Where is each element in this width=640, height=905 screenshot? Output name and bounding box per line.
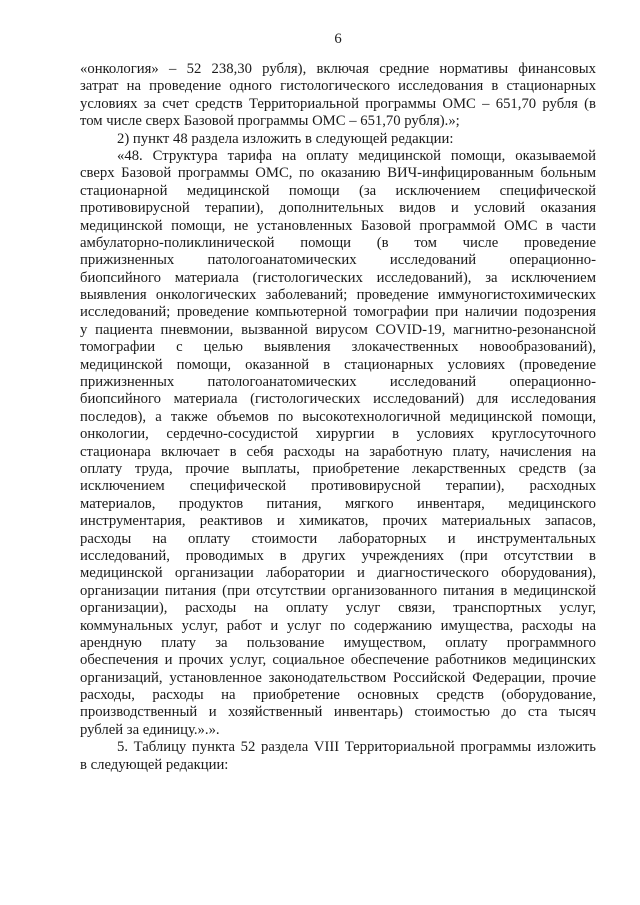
text-line: обеспечения и прочих услуг, социальное обеспечение работников медицинских — [80, 652, 596, 669]
text-line: расходы на оплату стоимости лабораторных и инструментальных — [80, 530, 596, 547]
text-line: стационарной медицинской помощи (за исключением специфической — [80, 182, 596, 199]
text-line: выявления онкологических заболеваний; проведение иммуногистохимических — [80, 287, 596, 304]
paragraph-item-2 — [80, 131, 596, 148]
text-line: прижизненных патологоанатомических исследований операционно- — [80, 374, 596, 391]
text-line: у пациента пневмонии, вызванной вирусом COVID-19, магнитно-резонансной — [80, 321, 596, 338]
text-line: организации), расходы на оплату услуг связи, транспортных услуг, — [80, 600, 596, 617]
text-line: затрат на проведение одного гистологического исследования в стационарных — [80, 78, 596, 95]
text-line: противовирусной терапии), дополнительных видов и условий оказания — [80, 200, 596, 217]
text-line: в следующей редакции: — [80, 756, 229, 773]
text-line: организаций, установленное законодательством Российской Федерации, прочие — [80, 669, 596, 686]
text-line: 2) пункт 48 раздела изложить в следующей редакции: — [117, 130, 454, 147]
document-body — [80, 61, 596, 774]
text-line: производственный и хозяйственный инвентарь) стоимостью до ста тысяч — [80, 704, 596, 721]
text-line: исследований; проведение компьютерной томографии при наличии подозрения — [80, 304, 596, 321]
text-line: расходы, расходы на приобретение основных средств (оборудование, — [80, 687, 596, 704]
text-line: материалов, продуктов питания, мягкого инвентаря, медицинского — [80, 495, 596, 512]
text-line: медицинской организации лаборатории и диагностического оборудования), — [80, 565, 596, 582]
text-line: медицинской помощи, оказанной в стационарных условиях (проведение — [80, 356, 596, 373]
text-line: арендную плату за пользование имуществом, оплату программного — [80, 634, 596, 651]
text-line: том числе сверх Базовой программы ОМС – 651,70 рубля).»; — [80, 113, 460, 130]
text-line: рублей за единицу.».». — [80, 721, 220, 738]
text-line: медицинской помощи, не установленных Базовой программой ОМС в части — [80, 217, 596, 234]
text-line: оплату труда, прочие выплаты, приобретение лекарственных средств (за — [80, 460, 596, 477]
text-line: инструментария, реактивов и химикатов, прочих материальных запасов, — [80, 513, 596, 530]
text-line: 5. Таблицу пункта 52 раздела VIII Территориальной программы изложить — [117, 739, 596, 756]
text-line: исключением специфической противовирусной терапии), расходных — [80, 478, 596, 495]
text-line: биопсийного материала (гистологических исследований), за исключением — [80, 269, 596, 286]
text-line: исследований, проводимых в других учреждениях (при отсутствии в — [80, 547, 596, 564]
text-line: амбулаторно-поликлинической помощи (в том числе проведение — [80, 234, 596, 251]
text-line: последов), а также объемов по высокотехнологичной медицинской помощи, — [80, 408, 596, 425]
text-line: прижизненных патологоанатомических исследований операционно- — [80, 252, 596, 269]
text-line: стационара включает в себя расходы на заработную плату, начисления на — [80, 443, 596, 460]
text-line: «48. Структура тарифа на оплату медицинской помощи, оказываемой — [117, 147, 596, 164]
text-line: сверх Базовой программы ОМС, по оказанию ВИЧ-инфицированным больным — [80, 165, 596, 182]
paragraph-onkologiya-continuation — [80, 61, 596, 131]
page-number: 6 — [334, 31, 342, 47]
text-line: коммунальных услуг, работ и услуг по содержанию имущества, расходы на — [80, 617, 596, 634]
text-line: условиях за счет средств Территориальной программы ОМС – 651,70 рубля (в — [80, 95, 596, 112]
text-line: томографии с целью выявления злокачественных новообразований), — [80, 339, 596, 356]
paragraph-clause-48 — [80, 148, 596, 739]
text-line: «онкология» – 52 238,30 рубля), включая средние нормативы финансовых — [80, 61, 596, 77]
paragraph-item-5 — [80, 739, 596, 774]
text-line: биопсийного материала (гистологических исследований) для исследования — [80, 391, 596, 408]
text-line: организации питания (при отсутствии организованного питания в медицинской — [80, 582, 596, 599]
text-line: онкологии, сердечно-сосудистой хирургии в условиях круглосуточного — [80, 426, 596, 443]
